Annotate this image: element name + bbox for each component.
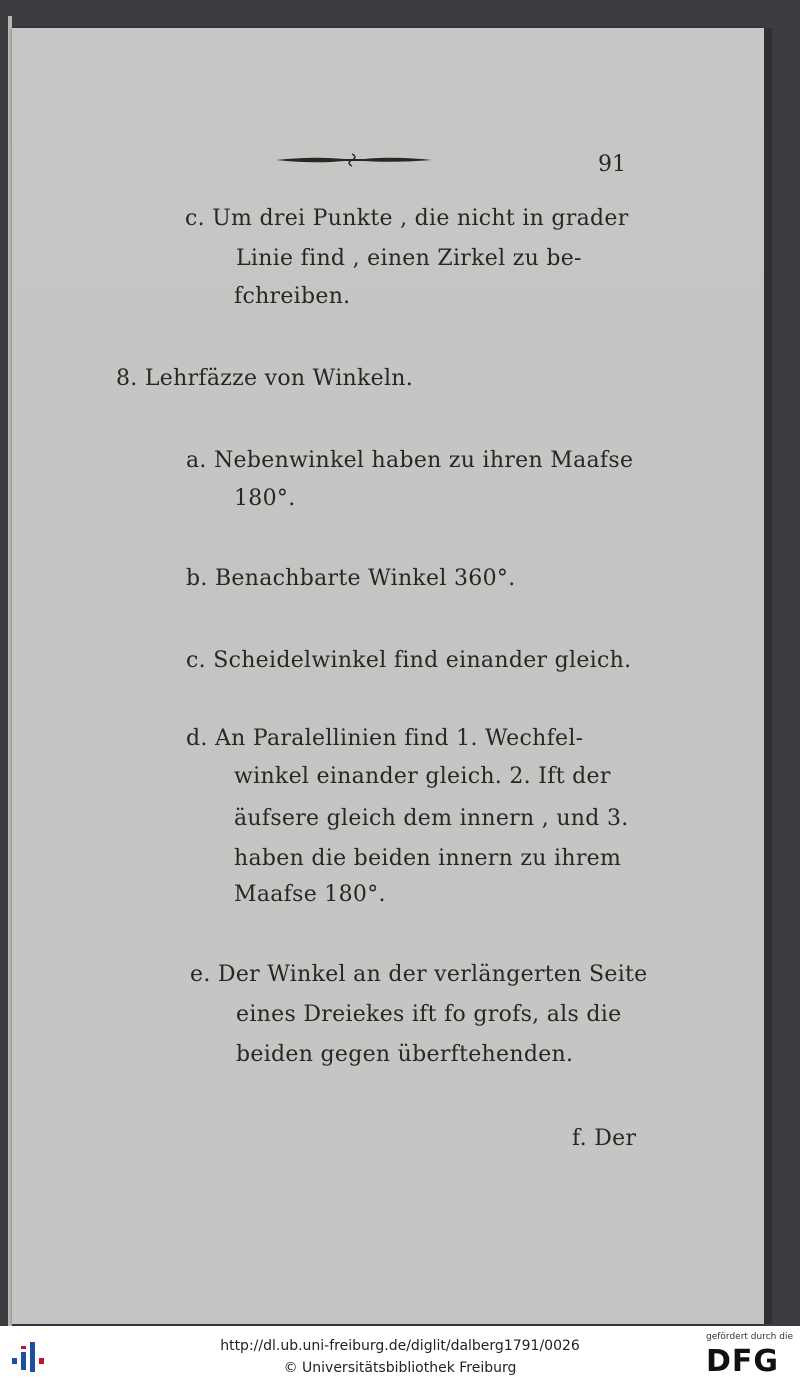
- page-shadow: [764, 28, 772, 1324]
- text-line: b. Benachbarte Winkel 360°.: [186, 566, 516, 591]
- dfg-logo: DFG: [706, 1344, 780, 1379]
- text-line: eines Dreiekes ift fo grofs, als die: [236, 1002, 622, 1027]
- page-number: 91: [598, 152, 626, 177]
- text-line: haben die beiden innern zu ihrem: [234, 846, 622, 871]
- text-line: äufsere gleich dem innern , und 3.: [234, 806, 629, 831]
- text-line: c. Scheidelwinkel find einander gleich.: [186, 648, 632, 673]
- text-line: c. Um drei Punkte , die nicht in grader: [185, 206, 629, 231]
- section-heading: 8. Lehrfäzze von Winkeln.: [116, 366, 414, 391]
- text-line: beiden gegen überftehenden.: [236, 1042, 574, 1067]
- ornament-rule-icon: [274, 150, 434, 170]
- text-line: 180°.: [234, 486, 296, 511]
- catchword: f. Der: [572, 1126, 637, 1151]
- text-line: d. An Paralellinien find 1. Wechfel-: [186, 726, 584, 751]
- copyright-text: © Universitätsbibliothek Freiburg: [283, 1360, 517, 1376]
- text-line: winkel einander gleich. 2. Ift der: [234, 764, 611, 789]
- footer-bar: [0, 1326, 800, 1383]
- text-line: e. Der Winkel an der verlängerten Seite: [190, 962, 648, 987]
- dfg-caption: gefördert durch die: [706, 1332, 793, 1342]
- text-line: a. Nebenwinkel haben zu ihren Maafse: [186, 448, 634, 473]
- text-line: Maafse 180°.: [234, 882, 386, 907]
- document-url-link[interactable]: http://dl.ub.uni-freiburg.de/diglit/dalberg1791/0026: [220, 1338, 580, 1354]
- text-line: fchreiben.: [234, 284, 351, 309]
- text-line: Linie find , einen Zirkel zu be-: [236, 246, 582, 271]
